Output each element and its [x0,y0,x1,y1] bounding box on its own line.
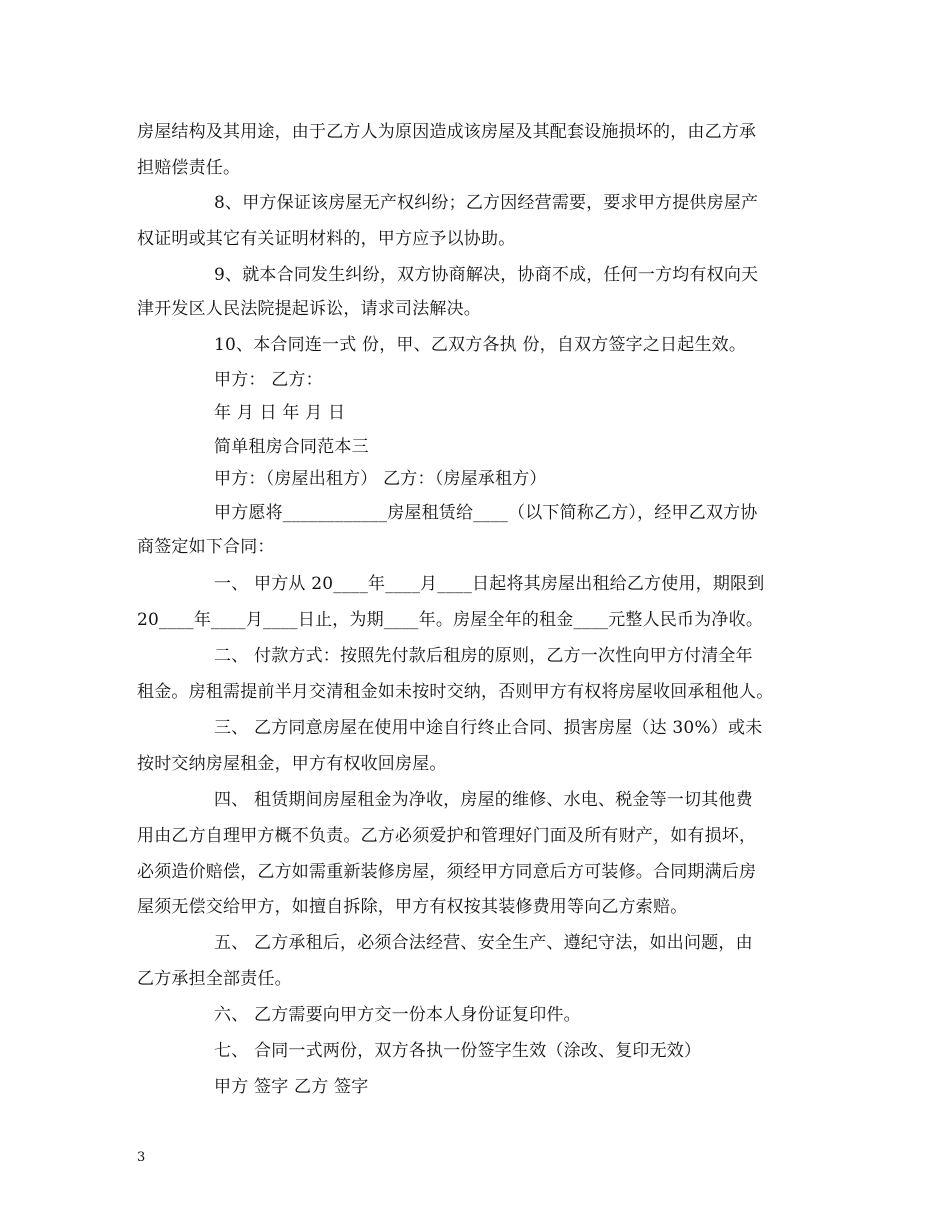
article-5: 五、 乙方承租后，必须合法经营、安全生产、遵纪守法，如出问题，由 [214,933,753,953]
paragraph-line: 租金。房租需提前半月交清租金如未按时交纳，否则甲方有权将房屋收回承租他人。 [137,682,774,702]
clause-9: 9、就本合同发生纠纷，双方协商解决，协商不成，任何一方均有权向天 [214,265,759,285]
article-6: 六、 乙方需要向甲方交一份本人身份证复印件。 [214,1005,581,1025]
article-2: 二、 付款方式：按照先付款后租房的原则，乙方一次性向甲方付清全年 [214,646,753,666]
party-roles: 甲方：（房屋出租方） 乙方：（房屋承租方） [214,469,547,489]
paragraph-line: 20____年____月____日止，为期____年。房屋全年的租金____元整人民币为净收。 [137,610,764,630]
clause-8: 8、甲方保证该房屋无产权纠纷；乙方因经营需要，要求甲方提供房屋产 [214,193,759,213]
paragraph-line: 乙方承担全部责任。 [137,969,292,989]
article-1: 一、 甲方从 20____年____月____日起将其房屋出租给乙方使用，期限到 [214,574,765,594]
paragraph-line: 房屋结构及其用途，由于乙方人为原因造成该房屋及其配套设施损坏的，由乙方承 [137,122,757,142]
signature-line: 甲方 签字 乙方 签字 [214,1077,369,1097]
paragraph-line: 甲方愿将____________房屋租赁给____（以下简称乙方），经甲乙双方协 [214,503,758,523]
party-labels: 甲方： 乙方： [214,370,323,390]
paragraph-line: 权证明或其它有关证明材料的，甲方应予以协助。 [137,229,516,249]
article-4: 四、 租赁期间房屋租金为净收，房屋的维修、水电、税金等一切其他费 [214,790,753,810]
date-line: 年 月 日 年 月 日 [214,403,346,423]
paragraph-line: 担赔偿责任。 [137,158,241,178]
article-3: 三、 乙方同意房屋在使用中途自行终止合同、损害房屋（达 30%）或未 [214,718,763,738]
page-number: 3 [137,1150,146,1165]
paragraph-line: 按时交纳房屋租金，甲方有权收回房屋。 [137,754,447,774]
clause-10: 10、本合同连一式 份，甲、乙双方各执 份，自双方签字之日起生效。 [214,335,747,355]
section-title: 简单租房合同范本三 [214,437,369,457]
paragraph-line: 津开发区人民法院提起诉讼，请求司法解决。 [137,299,481,319]
paragraph-line: 用由乙方自理甲方概不负责。乙方必须爱护和管理好门面及所有财产，如有损坏， [137,826,757,846]
article-7: 七、 合同一式两份，双方各执一份签字生效（涂改、复印无效） [214,1041,702,1061]
paragraph-line: 商签定如下合同： [137,537,275,557]
paragraph-line: 屋须无偿交给甲方，如擅自拆除，甲方有权按其装修费用等向乙方索赔。 [137,897,688,917]
paragraph-line: 必须造价赔偿，乙方如需重新装修房屋，须经甲方同意后方可装修。合同期满后房 [137,862,757,882]
